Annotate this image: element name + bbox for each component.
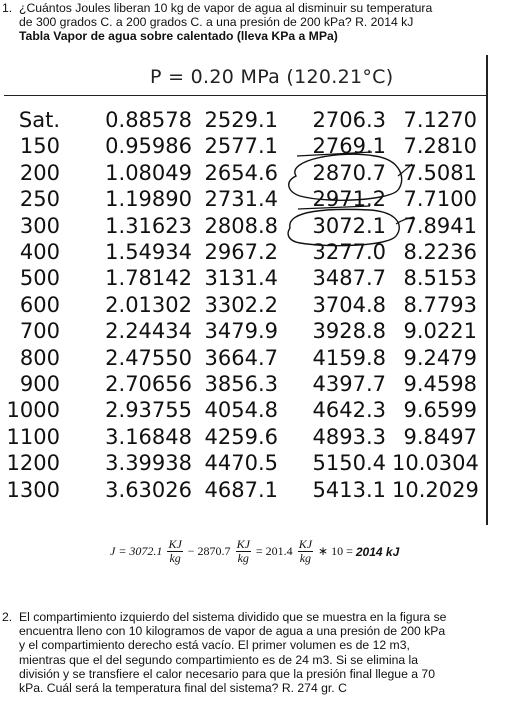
question-2-line: mientras que el del segundo compartimiento es de 24 m3. Si se elimina la	[19, 652, 419, 667]
table-cell: 4893.3	[312, 424, 386, 449]
formula-prefix: J = 3072.1	[110, 544, 163, 558]
table-cell: 2808.8	[204, 213, 278, 238]
table-cell: 7.8941	[403, 213, 477, 238]
table-cell: 3.16848	[105, 424, 192, 449]
table-cell-temperature: 800	[19, 345, 60, 370]
table-cell: 1.31623	[105, 213, 192, 238]
table-cell: 7.7100	[403, 187, 477, 212]
table-cell: 8.5153	[403, 266, 477, 291]
table-cell: 4159.8	[312, 345, 386, 370]
table-cell: 4470.5	[204, 451, 278, 476]
table-cell: 7.5081	[403, 160, 477, 185]
table-cell: 7.1270	[403, 108, 477, 132]
table-cell: 2.70656	[105, 372, 192, 396]
table-cell: 4642.3	[312, 398, 386, 423]
table-cell: 4687.1	[204, 477, 278, 502]
table-cell: 4259.6	[204, 424, 278, 449]
table-cell: 2577.1	[204, 134, 278, 159]
table-cell: 2731.4	[204, 187, 278, 212]
question-2-number: 2.	[2, 610, 13, 624]
formula-term: ∗ 10 =	[318, 544, 353, 558]
question-2-line: división y se transfiere el calor necesario para que la presión final llegue a 70	[19, 666, 435, 681]
table-cell: 3.39938	[105, 451, 192, 476]
table-cell: 5413.1	[312, 477, 386, 502]
table-cell: 2967.2	[204, 240, 278, 264]
question-2-line: El compartimiento izquierdo del sistema dividido que se muestra en la figura se	[19, 610, 447, 624]
table-cell: 9.2479	[403, 345, 477, 370]
formula-term: − 2870.7	[187, 544, 231, 558]
table-cell: 9.8497	[403, 424, 477, 449]
table-header-rule	[4, 95, 488, 96]
table-cell: 0.88578	[105, 108, 192, 132]
table-cell: 3928.8	[312, 319, 386, 344]
table-cell: 2769.1	[312, 134, 386, 159]
question-2-line: kPa. Cuál será la temperatura final del sistema? R. 274 gr. C	[19, 681, 347, 696]
question-1-line: de 300 grados C. a 200 grados C. a una presión de 200 kPa? R. 2014 kJ	[19, 15, 414, 30]
table-cell: 2.24434	[105, 319, 192, 344]
table-cell-temperature: 150	[19, 134, 60, 159]
formula-result: 2014 kJ	[355, 544, 400, 559]
table-cell-temperature: 600	[19, 292, 60, 317]
table-cell-temperature: 1300	[6, 477, 60, 502]
table-cell: 10.2029	[392, 477, 479, 502]
question-1-line: ¿Cuántos Joules liberan 10 kg de vapor de agua al disminuir su temperatura	[19, 1, 433, 15]
table-cell: 3704.8	[312, 292, 386, 317]
table-cell: 2654.6	[204, 160, 278, 185]
formula-unit: $\frac{KJ}{kg}$	[168, 537, 182, 565]
steam-table	[0, 55, 526, 535]
table-cell: 3487.7	[312, 266, 386, 291]
table-cell-temperature: 700	[19, 319, 60, 344]
table-cell-temperature: 300	[19, 213, 60, 238]
table-cell: 2529.1	[204, 108, 278, 132]
table-cell: 4054.8	[204, 398, 278, 423]
table-cell: 2870.7	[312, 160, 386, 185]
table-cell-temperature: 250	[19, 187, 60, 212]
table-cell: 7.2810	[403, 134, 477, 159]
question-2-line: encuentra lleno con 10 kilogramos de vapor de agua a una presión de 200 kPa	[19, 624, 446, 639]
table-cell-temperature: 1100	[6, 424, 60, 449]
table-header: P = 0.20 MPa (120.21°C)	[150, 66, 394, 88]
table-cell-temperature: Sat.	[18, 108, 60, 132]
table-cell-temperature: 1000	[6, 398, 60, 423]
table-cell: 3302.2	[204, 292, 278, 317]
table-cell-temperature: 500	[19, 266, 60, 291]
table-cell: 5150.4	[312, 451, 386, 476]
table-cell: 10.0304	[392, 451, 479, 476]
table-right-rule	[486, 55, 488, 525]
table-cell-temperature: 200	[19, 160, 60, 185]
table-caption: Tabla Vapor de agua sobre calentado (lleva KPa a MPa)	[19, 29, 338, 44]
table-cell: 3277.0	[312, 240, 386, 264]
table-cell: 1.78142	[105, 266, 192, 291]
table-cell: 2706.3	[312, 108, 386, 132]
table-cell: 1.54934	[105, 240, 192, 264]
question-2-line: y el compartimiento derecho está vacío. El primer volumen es de 12 m3,	[19, 638, 410, 653]
table-cell: 3131.4	[204, 266, 278, 291]
question-1-number: 1.	[2, 1, 13, 15]
table-cell: 3856.3	[204, 372, 278, 396]
table-cell-temperature: 900	[19, 372, 60, 396]
table-cell: 2.47550	[105, 345, 192, 370]
table-cell: 2.93755	[105, 398, 192, 423]
formula-unit: $\frac{KJ}{kg}$	[298, 537, 313, 565]
table-cell: 1.19890	[105, 187, 192, 212]
table-cell: 9.4598	[403, 372, 477, 396]
table-cell: 3664.7	[204, 345, 278, 370]
table-cell: 3479.9	[204, 319, 278, 344]
table-cell: 3.63026	[105, 477, 192, 502]
table-cell: 8.7793	[403, 292, 477, 317]
table-cell: 3072.1	[312, 213, 386, 238]
table-cell: 4397.7	[312, 372, 386, 396]
table-cell-temperature: 400	[19, 240, 60, 264]
table-cell: 9.0221	[403, 319, 477, 344]
table-cell: 9.6599	[403, 398, 477, 423]
solution-formula	[110, 538, 399, 578]
table-cell-temperature: 1200	[6, 451, 60, 476]
table-cell: 2.01302	[105, 292, 192, 317]
table-cell: 2971.2	[312, 187, 386, 212]
table-cell: 1.08049	[105, 160, 192, 185]
table-cell: 8.2236	[403, 240, 477, 264]
table-cell: 0.95986	[105, 134, 192, 159]
formula-term: = 201.4	[255, 544, 293, 558]
formula-unit: $\frac{KJ}{kg}$	[236, 537, 250, 565]
